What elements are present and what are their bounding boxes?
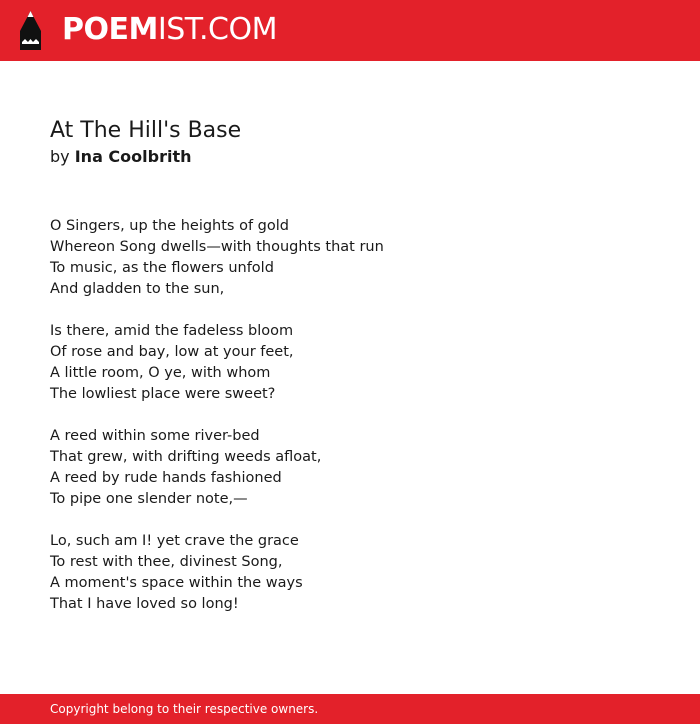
poem-line: Is there, amid the fadeless bloom — [50, 323, 294, 339]
poem-stanza — [50, 426, 650, 510]
poem-body — [50, 216, 650, 615]
poem-line: That I have loved so long! — [50, 596, 239, 612]
poem-stanza — [50, 216, 650, 300]
poem-author: Ina Coolbrith — [74, 147, 192, 166]
poem-line: A reed within some river-bed — [50, 428, 260, 444]
poem-line: Of rose and bay, low at your feet, — [50, 344, 294, 360]
poem-byline — [50, 145, 650, 169]
poem-line: O Singers, up the heights of gold — [50, 218, 289, 234]
site-logo-link[interactable] — [18, 8, 277, 52]
poem-line: A little room, O ye, with whom — [50, 365, 271, 381]
poem-line: That grew, with drifting weeds afloat, — [50, 449, 322, 465]
poem-line: Lo, such am I! yet crave the grace — [50, 533, 299, 549]
poem-line: The lowliest place were sweet? — [50, 386, 276, 402]
poem-stanza — [50, 531, 650, 615]
site-footer — [0, 694, 700, 724]
byline-prefix: by — [50, 147, 70, 166]
site-brand — [62, 12, 277, 47]
pencil-icon — [18, 9, 43, 51]
poem-line: To rest with thee, divinest Song, — [50, 554, 283, 570]
poem-line: Whereon Song dwells—with thoughts that run — [50, 239, 384, 255]
poem-line: A reed by rude hands fashioned — [50, 470, 282, 486]
poem-line: To pipe one slender note,— — [50, 491, 248, 507]
site-header — [0, 0, 700, 61]
poem-stanza — [50, 321, 650, 405]
copyright-notice: Copyright belong to their respective owners. — [50, 702, 319, 716]
poem-content — [50, 116, 650, 636]
poem-line: A moment's space within the ways — [50, 575, 303, 591]
poem-line: And gladden to the sun, — [50, 281, 225, 297]
site-brand-light: IST.COM — [157, 12, 277, 47]
poem-line: To music, as the flowers unfold — [50, 260, 274, 276]
site-brand-bold: POEM — [62, 12, 158, 47]
poem-title: At The Hill's Base — [50, 118, 242, 143]
